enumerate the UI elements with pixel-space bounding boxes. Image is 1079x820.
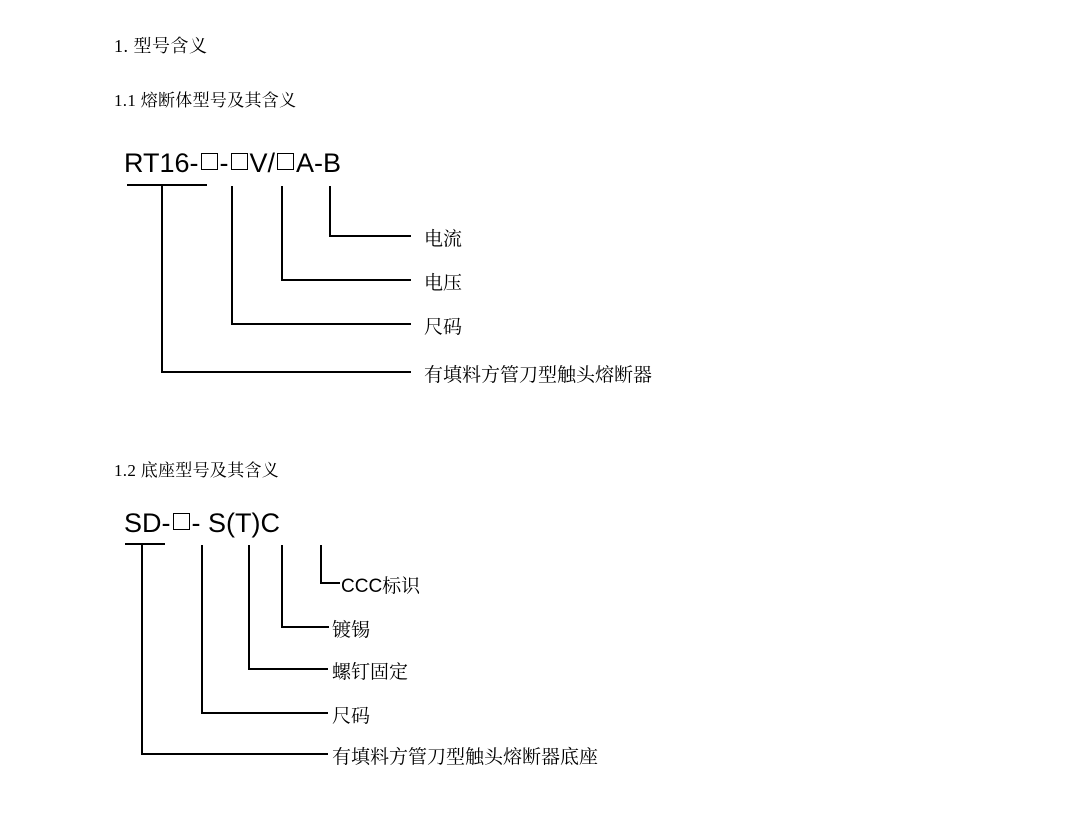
leader-ccc-horizontal	[320, 582, 340, 584]
fuse-base-code-box-size	[173, 513, 190, 530]
fuse-base-code-prefix: SD-	[124, 508, 171, 538]
fuse-base-code-suffix: S(T)C	[208, 508, 280, 538]
leader-current-horizontal	[329, 235, 411, 237]
legend-label-base-size: 尺码	[332, 706, 371, 727]
leader-fuse-vertical	[161, 186, 163, 372]
leader-base-horizontal	[141, 753, 328, 755]
legend-label-screw-fixing: 螺钉固定	[332, 662, 409, 683]
leader-size-horizontal	[231, 323, 411, 325]
leader-fuse-horizontal	[161, 371, 411, 373]
fuse-link-code	[124, 148, 341, 179]
fuse-link-code-dash: -	[219, 148, 229, 178]
leader-base-size-horizontal	[201, 712, 328, 714]
fuse-link-underline	[127, 184, 207, 186]
leader-size-vertical	[231, 186, 233, 324]
leader-tin-vertical	[281, 545, 283, 627]
fuse-link-code-mid: V/	[249, 148, 276, 178]
leader-tin-horizontal	[281, 626, 329, 628]
fuse-link-code-box-size	[201, 153, 218, 170]
leader-screw-horizontal	[248, 668, 328, 670]
fuse-link-code-box-current	[277, 153, 294, 170]
legend-label-ccc: CCC标识	[341, 576, 421, 597]
legend-label-fuse-type: 有填料方管刀型触头熔断器	[424, 365, 653, 386]
leader-voltage-vertical	[281, 186, 283, 280]
leader-ccc-vertical	[320, 545, 322, 583]
legend-label-current: 电流	[424, 229, 463, 250]
leader-base-vertical	[141, 545, 143, 755]
fuse-base-underline	[125, 543, 165, 545]
subsection-1-heading: 1.1 熔断体型号及其含义	[114, 91, 297, 110]
section-heading: 1. 型号含义	[114, 36, 208, 56]
leader-base-size-vertical	[201, 545, 203, 713]
leader-current-vertical	[329, 186, 331, 236]
legend-label-voltage: 电压	[424, 273, 463, 294]
fuse-link-code-suffix: A-B	[296, 148, 342, 178]
legend-label-tin-plating: 镀锡	[332, 620, 371, 641]
leader-voltage-horizontal	[281, 279, 411, 281]
legend-label-base-type: 有填料方管刀型触头熔断器底座	[332, 747, 599, 768]
fuse-base-code	[124, 508, 280, 539]
fuse-base-code-dash: -	[191, 508, 201, 538]
legend-label-size: 尺码	[424, 317, 463, 338]
leader-screw-vertical	[248, 545, 250, 669]
fuse-link-code-box-voltage	[231, 153, 248, 170]
fuse-link-code-prefix: RT16-	[124, 148, 199, 178]
subsection-2-heading: 1.2 底座型号及其含义	[114, 461, 280, 480]
